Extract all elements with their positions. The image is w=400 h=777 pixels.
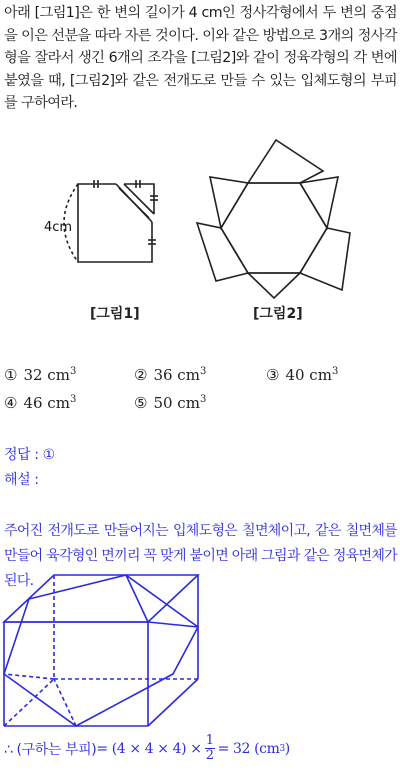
piece-lower-right-square	[300, 228, 350, 290]
answer-label: 정답 :	[4, 447, 43, 463]
answer-value: ①	[42, 447, 55, 463]
explanation-label: 해설 :	[4, 472, 39, 488]
formula-prefix: ∴ (구하는 부피)	[4, 741, 97, 758]
volume-formula: ∴ (구하는 부피) = (4 × 4 × 4) × $\frac{1}{2}$ = 32 (cm 3 )	[4, 733, 290, 763]
explanation-text: 주어진 전개도로 만들어지는 입체도형은 칠면체이고, 같은 칠면체를 만들어 육각형인 면끼리 꼭 맞게 붙이면 아래 그림과 같은 정육면체가 된다.	[4, 523, 397, 589]
answer-line	[4, 444, 55, 464]
figure2-hexagon-net	[190, 133, 370, 303]
hexagon-cross-section	[4, 575, 198, 726]
piece-lower-left-square	[197, 223, 248, 281]
choice-1[interactable]: ① 32 $cm^3$	[4, 366, 77, 384]
formula-suffix: = 32 (cm	[217, 740, 280, 757]
side-length-label: 4cm	[44, 220, 73, 235]
corner-hypotenuse	[124, 184, 154, 214]
choice-2[interactable]: ② 36 $cm^3$	[134, 366, 207, 384]
hexagon	[221, 183, 327, 273]
fraction-one-half: $\frac{1}{2}$	[205, 733, 214, 763]
problem-text: 아래 [그림1]은 한 변의 길이가 4 cm인 정사각형에서 두 변의 중점을 이은 선분을 따라 자른 것이다. 이와 같은 방법으로 3개의 정사각형을 잘라서 생긴 6개의 조각을 [그림2]와 같이 정육각형의 각 변에 붙였을 때, [그림2]와 같은 전개도로 만들 수 있는 입체도형의 부피를 구하여라.	[4, 5, 397, 111]
piece-bottom-triangle	[248, 273, 300, 298]
piece-top-square	[248, 140, 323, 183]
figure1-caption: [그림1]	[90, 306, 140, 322]
choice-3[interactable]: ③ 40 $cm^3$	[266, 366, 339, 384]
piece-upper-left-triangle	[210, 177, 248, 228]
figure2-caption: [그림2]	[253, 306, 303, 322]
choice-4[interactable]: ④ 46 $cm^3$	[4, 394, 77, 412]
piece-upper-right-triangle	[300, 177, 338, 228]
square-outline	[78, 184, 152, 262]
choice-5[interactable]: ⑤ 50 $cm^3$	[134, 394, 207, 412]
cube-figure	[0, 570, 205, 730]
formula-mid: = (4 × 4 × 4) ×	[96, 740, 202, 757]
